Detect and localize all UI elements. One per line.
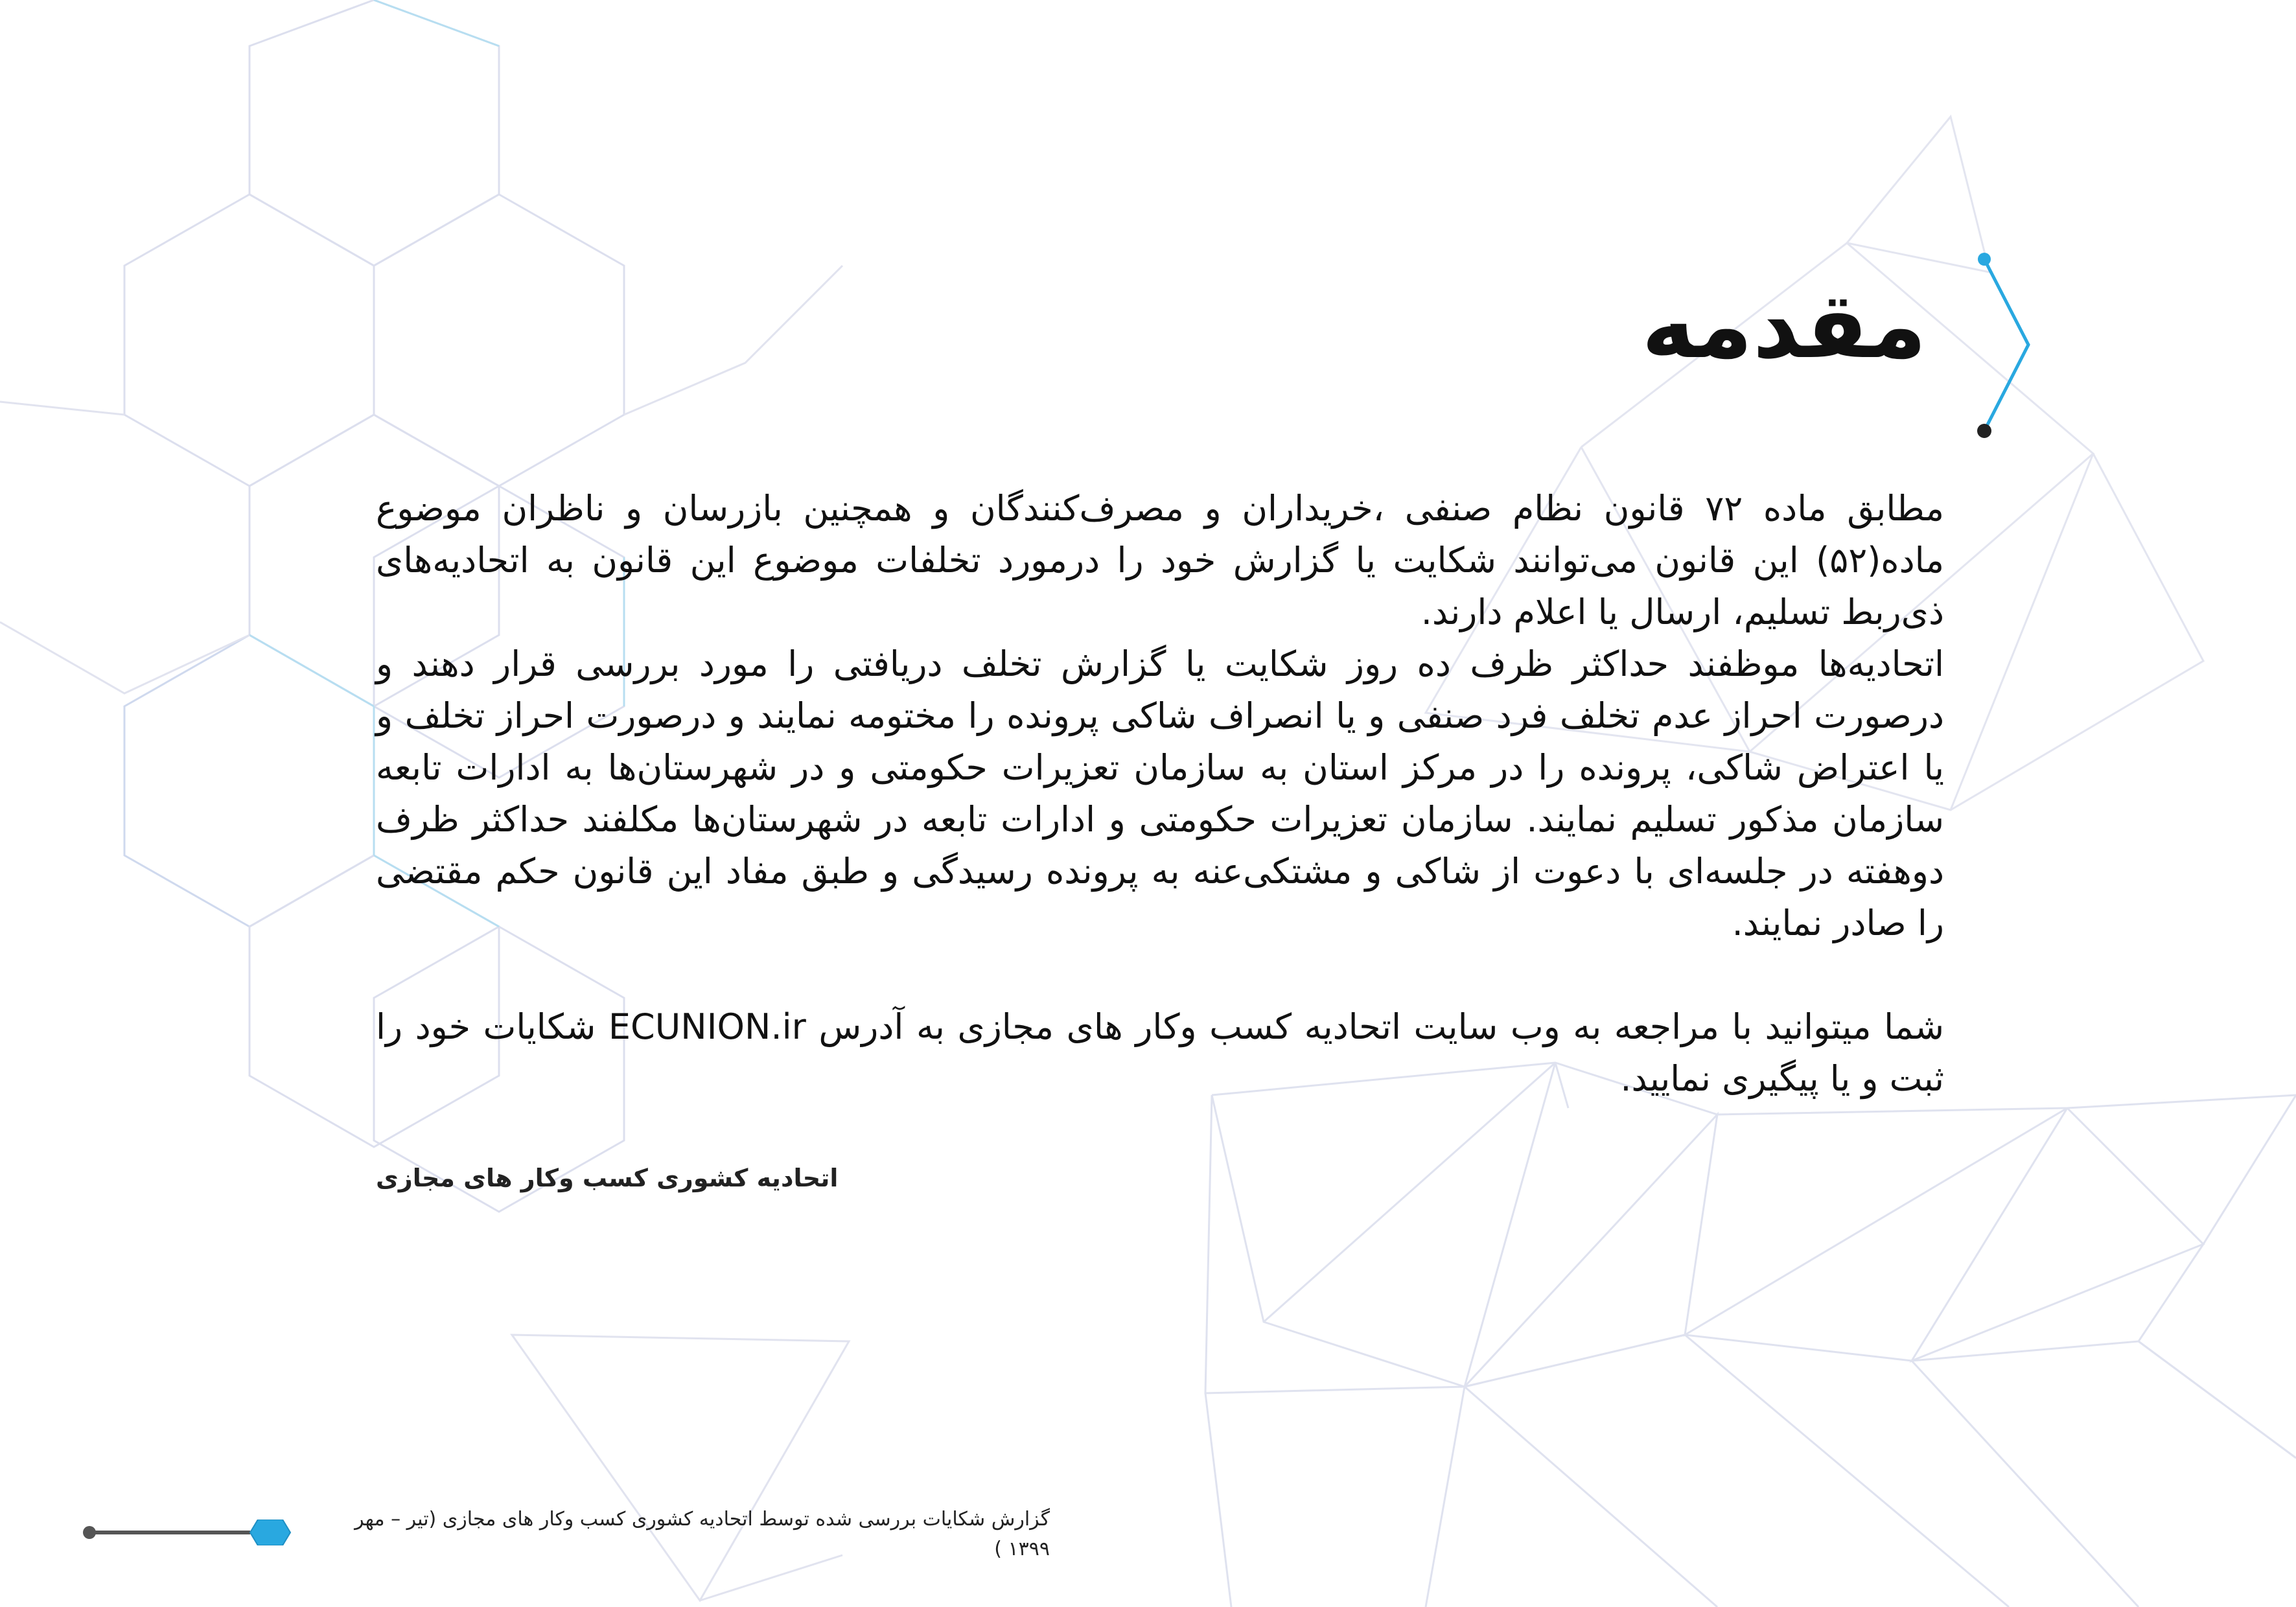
body-text (376, 483, 1944, 1105)
paragraph-legal-basis: مطابق ماده ۷۲ قانون نظام صنفی ،خریداران و مصرف‌کنندگان و همچنین بازرسان و ناظران موضوع ماده(۵۲) این قانون می‌توانند شکایت یا گزارش خود را درمورد تخلفات موضوع این قانون به اتحادیه‌های ذی‌ربط تسلیم، ارسال یا اعلام دارند. (376, 488, 1944, 632)
triangle-mesh-bottom (1205, 1063, 2296, 1607)
paragraph-website-info: شما میتوانید با مراجعه به وب سایت اتحادیه کسب وکار های مجازی به آدرس ECUNION.ir شکایات خود را ثبت و یا پیگیری نمایید. (376, 1006, 1944, 1099)
footer-hexagon-icon (83, 1520, 297, 1545)
footer-text: گزارش شکایات بررسی شده توسط اتحادیه کشوری کسب وکار های مجازی (تیر – مهر ۱۳۹۹ ) (354, 1508, 1050, 1560)
title-bracket-icon (1970, 246, 2048, 441)
signature: اتحادیه کشوری کسب وکار های مجازی (376, 1164, 839, 1192)
page-title: مقدمه (1641, 273, 1927, 379)
paragraph-spacer (376, 949, 1944, 1001)
paragraph-procedure: اتحادیه‌ها موظفند حداکثر ظرف ده روز شکایت یا گزارش تخلف دریافتی را مورد بررسی قرار دهند و درصورت احراز عدم تخلف فرد صنفی و یا انصراف شاکی پرونده را مختومه نمایند و درصورت احراز تخلف و یا اعتراض شاکی، پرونده را در مرکز استان به سازمان تعزیرات حکومتی و در شهرستان‌ها به ادارات تابعه سازمان مذکور تسلیم نمایند. سازمان تعزیرات حکومتی و ادارات تابعه در شهرستان‌ها مکلفند حداکثر ظرف دوهفته در جلسه‌ای با دعوت از شاکی و مشتکی‌عنه به پرونده رسیدگی و طبق مفاد این قانون حکم مقتضی را صادر نمایند. (376, 643, 1944, 943)
